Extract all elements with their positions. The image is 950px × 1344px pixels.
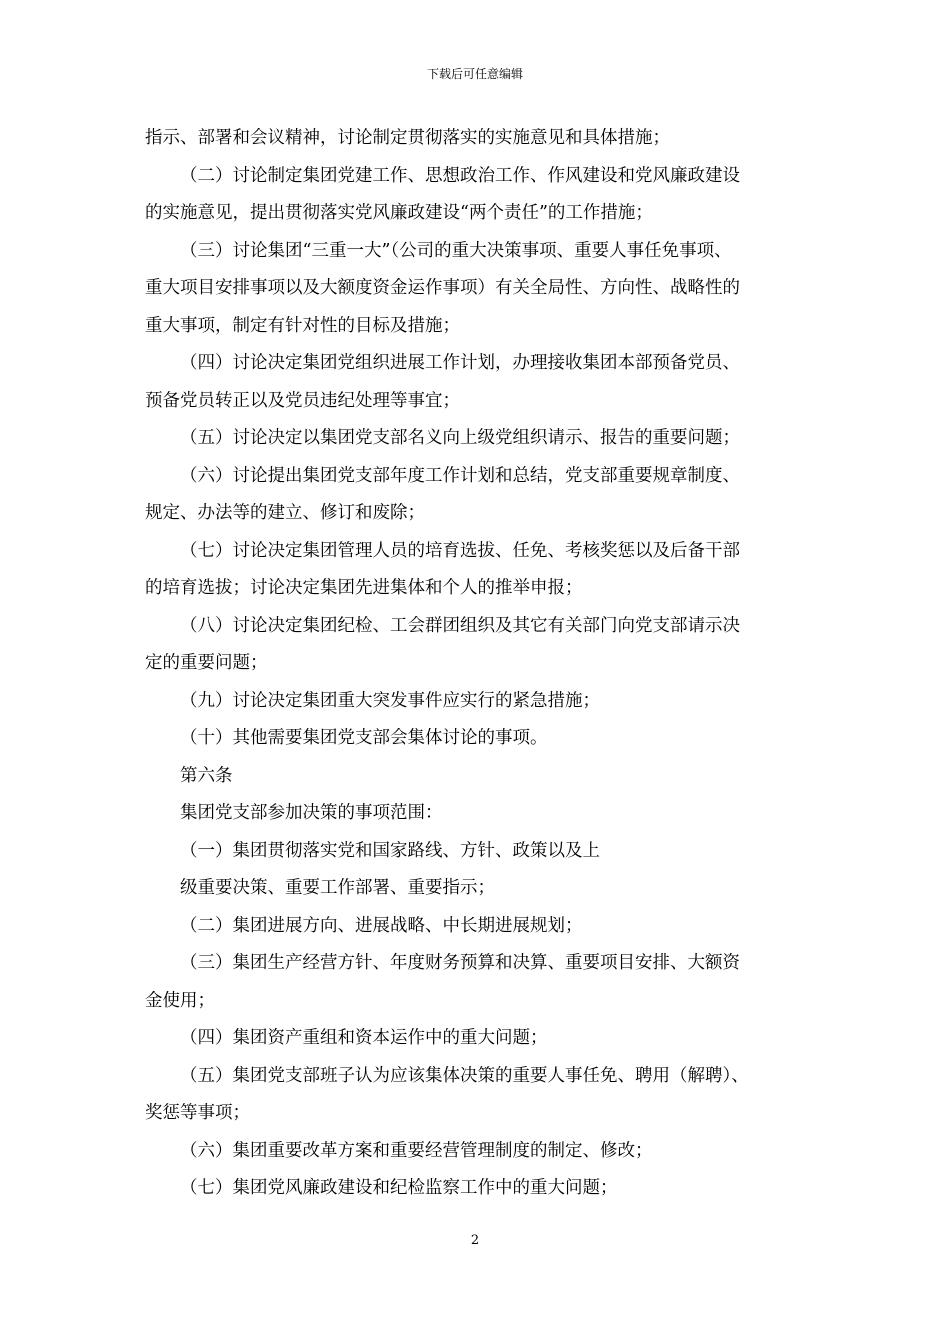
text-line: （六）讨论提出集团党支部年度工作计划和总结，党支部重要规章制度、 (180, 465, 740, 486)
page-footer (0, 1232, 950, 1250)
text-line: 级重要决策、重要工作部署、重要指示； (180, 878, 495, 898)
text-line: （十）其他需要集团党支部会集体讨论的事项。 (180, 728, 548, 748)
text-line: （八）讨论决定集团纪检、工会群团组织及其它有关部门向党支部请示决 (180, 615, 740, 636)
page-number: 2 (470, 1233, 480, 1248)
text-line: 的培育选拔；讨论决定集团先进集体和个人的推举申报； (145, 578, 583, 598)
page-header (0, 66, 950, 82)
text-line: 第六条 (180, 765, 233, 786)
text-line: 预备党员转正以及党员违纪处理等事宜； (145, 390, 460, 411)
text-line: 指示、部署和会议精神，讨论制定贯彻落实的实施意见和具体措施； (145, 128, 670, 148)
text-line: 金使用； (145, 990, 215, 1011)
text-line: （六）集团重要改革方案和重要经营管理制度的制定、修改； (180, 1140, 653, 1161)
text-line: 奖惩等事项； (145, 1103, 250, 1123)
text-line: （三）集团生产经营方针、年度财务预算和决算、重要项目安排、大额资 (180, 953, 740, 973)
text-line: （七）讨论决定集团管理人员的培育选拔、任免、考核奖惩以及后备干部 (180, 540, 740, 561)
text-line: 重大项目安排事项以及大额度资金运作事项）有关全局性、方向性、战略性的 (145, 278, 740, 298)
document-body (145, 120, 805, 1208)
text-line: （九）讨论决定集团重大突发事件应实行的紧急措施； (180, 690, 600, 711)
text-line: 规定、办法等的建立、修订和废除； (145, 503, 425, 523)
text-line: （二）讨论制定集团党建工作、思想政治工作、作风建设和党风廉政建设 (180, 165, 740, 186)
text-line: （七）集团党风廉政建设和纪检监察工作中的重大问题； (180, 1178, 618, 1198)
text-line: 定的重要问题； (145, 653, 268, 673)
text-line: （四）讨论决定集团党组织进展工作计划，办理接收集团本部预备党员、 (180, 353, 740, 373)
text-line: （一）集团贯彻落实党和国家路线、方针、政策以及上 (180, 840, 600, 861)
text-line: 重大事项，制定有针对性的目标及措施； (145, 315, 460, 336)
text-line: （五）讨论决定以集团党支部名义向上级党组织请示、报告的重要问题； (180, 428, 740, 448)
text-line: （三）讨论集团“三重一大”（公司的重大决策事项、重要人事任免事项、 (180, 240, 732, 261)
text-line: （五）集团党支部班子认为应该集体决策的重要人事任免、聘用（解聘）、 (180, 1065, 749, 1086)
header-text: 下载后可任意编辑 (426, 67, 523, 81)
text-line: 集团党支部参加决策的事项范围： (180, 803, 443, 823)
text-line: （四）集团资产重组和资本运作中的重大问题； (180, 1028, 548, 1048)
text-line: （二）集团进展方向、进展战略、中长期进展规划； (180, 915, 583, 936)
text-line: 的实施意见，提出贯彻落实党风廉政建设“两个责任”的工作措施； (145, 203, 653, 223)
